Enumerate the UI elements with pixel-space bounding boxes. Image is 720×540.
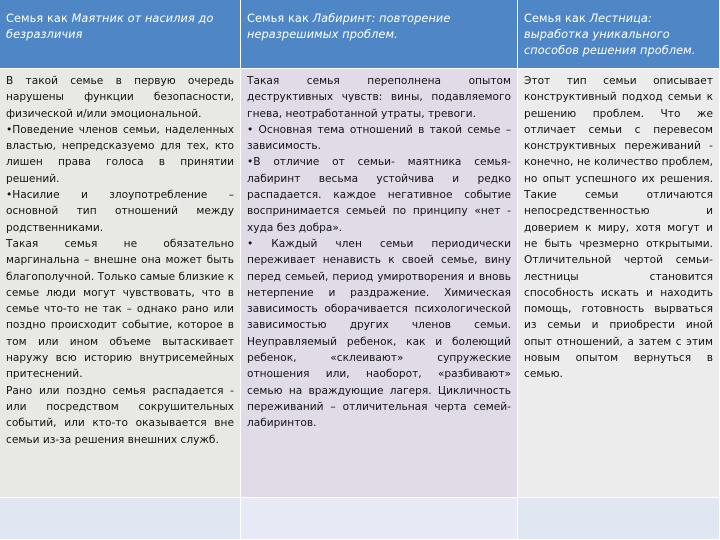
pendulum-paragraph: Рано или поздно семья распадается - или посредством сокрушительных событий, или кто-то оказывается вне семьи из-за решения внешних служб. <box>6 384 234 446</box>
header-pendulum-italic: Маятник от насилия до безразличия <box>6 12 214 41</box>
header-ladder-plain: Семья как <box>524 12 590 25</box>
ladder-paragraph: Этот тип семьи описывает конструктивный подход семьи к решению проблем. Что же отличает семьи с перевесом конструктивных переживаний - конечно, не количество проблем, но опыт успешного их решения. Такие семьи отличаются непосредственностью и доверием к миру, хотя могут и не быть чрезмерно открытыми. Отличительной чертой семьи-лестницы становится способность искать и находить помощь, готовность вырваться из семьи и приобрести иной опыт отношений, а затем с этим новым опытом вернуться в семью. <box>524 75 713 381</box>
labyrinth-description <box>241 69 518 498</box>
labyrinth-paragraph: Такая семья переполнена опытом деструктивных чувств: вины, подавляемого гнева, неотработанной утраты, тревоги. <box>247 75 511 120</box>
header-labyrinth-italic: Лабиринт: повторение неразрешимых проблем. <box>247 12 451 41</box>
pendulum-paragraph: Такая семья не обязательно маргинальна – внешне она может быть благополучной. Только самые близкие к семье люди могут чувствовать, что в семье что-то не так – однако рано или поздно происходит событие, которое в том или ином объеме вытаскивает наружу всю историю внутрисемейных притеснений. <box>6 237 234 381</box>
pendulum-paragraph: В такой семье в первую очередь нарушены функции безопасности, физической и/или эмоциональной. <box>6 75 234 120</box>
header-labyrinth <box>241 0 518 69</box>
footer-cell-2 <box>241 498 518 540</box>
pendulum-paragraph: •Насилие и злоупотребление – основной тип отношений между родственниками. <box>6 189 234 234</box>
header-ladder-italic: Лестница: выработка уникального способов решения проблем. <box>524 12 696 57</box>
labyrinth-paragraph: • Основная тема отношений в такой семье – зависимость. <box>247 123 511 153</box>
header-labyrinth-plain: Семья как <box>247 12 313 25</box>
labyrinth-paragraph: •В отличие от семьи- маятника семья-лабиринт весьма устойчива и редко распадается. каждое негативное событие воспринимается семьей по принципу «нет - худа без добра». <box>247 156 511 234</box>
header-pendulum-plain: Семья как <box>6 12 72 25</box>
header-ladder <box>518 0 720 69</box>
pendulum-paragraph: •Поведение членов семьи, наделенных властью, непредсказуемо для тех, кто лишен права голоса в принятии решений. <box>6 123 234 185</box>
header-pendulum <box>0 0 241 69</box>
footer-cell-3 <box>518 498 720 540</box>
ladder-description <box>518 69 720 498</box>
pendulum-description <box>0 69 241 498</box>
footer-cell-1 <box>0 498 241 540</box>
labyrinth-paragraph: • Каждый член семьи периодически переживает ненависть к своей семье, вину перед семьей, период умиротворения и вновь нетерпение и раздражение. Химическая зависимость оборачивается психологической зависимостью других членов семьи. Неуправляемый ребенок, как и болеющий ребенок, «склеивают» супружеские отношения или, наоборот, «разбивают» семью на враждующие лагеря. Цикличность переживаний – отличительная черта семей-лабиринтов. <box>247 237 511 430</box>
